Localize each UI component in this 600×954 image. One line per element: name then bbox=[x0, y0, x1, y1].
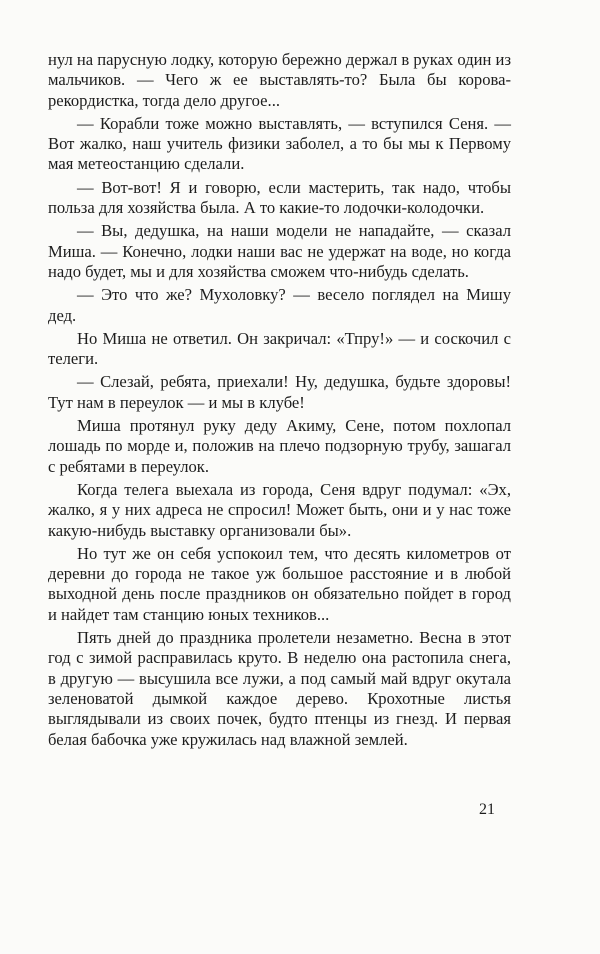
paragraph-5: — Это что же? Мухоловку? — весело поглядел на Мишу дед. bbox=[48, 285, 511, 325]
paragraph-3: — Вот-вот! Я и говорю, если мастерить, так надо, чтобы польза для хозяйства была. А то какие-то лодочки-колодочки. bbox=[48, 177, 511, 218]
paragraph-10: Но тут же он себя успокоил тем, что десять километров от деревни до города не такое уж большое расстояние и в любой выходной день после праздников он обязательно пойдет в город и найдет там станцию юных техников... bbox=[48, 543, 511, 624]
paragraph-1: нул на парусную лодку, которую бережно держал в руках один из мальчиков. — Чего ж ее выставлять-то? Была бы корова-рекордистка, тогда дело другое... bbox=[48, 50, 511, 110]
paragraph-2: — Корабли тоже можно выставлять, — вступился Сеня. — Вот жалко, наш учитель физики заболел, а то бы мы к Первому мая метеостанцию сделали. bbox=[48, 113, 511, 174]
paragraph-8: Миша протянул руку деду Акиму, Сене, потом похлопал лошадь по морде и, положив на плечо подзорную трубу, зашагал с ребятами в переулок. bbox=[48, 416, 511, 476]
page-number: 21 bbox=[479, 801, 495, 818]
paragraph-6: Но Миша не ответил. Он закричал: «Тпру!» — и соскочил с телеги. bbox=[48, 328, 511, 369]
paragraph-7: — Слезай, ребята, приехали! Ну, дедушка, будьте здоровы! Тут нам в переулок — и мы в клубе! bbox=[48, 372, 511, 412]
paragraph-11: Пять дней до праздника пролетели незаметно. Весна в этот год с зимой расправилась круто. В неделю она растопила снега, в другую — высушила все лужи, а под самый май вдруг окутала зеленоватой дымкой каждое дерево. Крохотные листья выглядывали из своих почек, будто птенцы из гнезд. И первая белая бабочка уже кружилась над влажной землей. bbox=[48, 628, 511, 749]
paragraph-4: — Вы, дедушка, на наши модели не нападайте, — сказал Миша. — Конечно, лодки наши вас не удержат на воде, но когда надо будет, мы и для хозяйства сможем что-нибудь сделать. bbox=[48, 221, 511, 281]
paragraph-9: Когда телега выехала из города, Сеня вдруг подумал: «Эх, жалко, я у них адреса не спросил! Может быть, они и у нас тоже какую-нибудь выставку организовали бы». bbox=[48, 479, 511, 540]
body-text bbox=[48, 50, 511, 753]
